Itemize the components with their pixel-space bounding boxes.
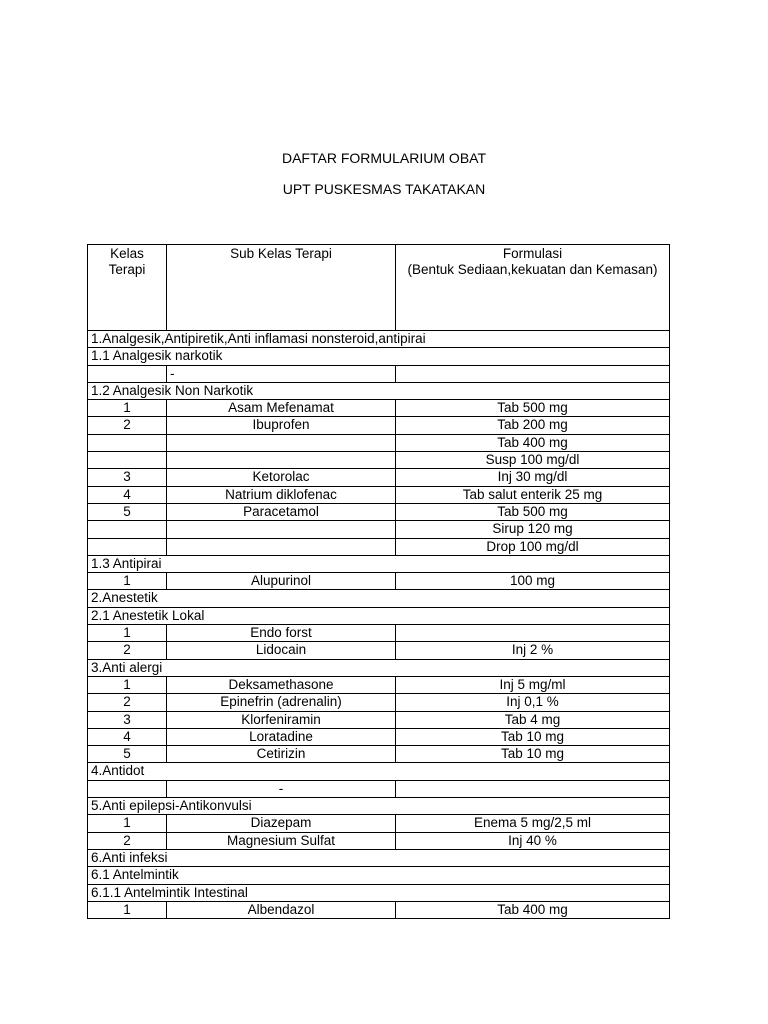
section-label: 6.1.1 Antelmintik Intestinal [88,884,670,901]
row-formulasi: Inj 40 % [396,832,670,849]
row-number [88,521,167,538]
section-row [88,331,670,348]
section-label: 1.2 Analgesik Non Narkotik [88,382,670,399]
row-formulasi: Drop 100 mg/dl [396,538,670,555]
row-sub-kelas: Magnesium Sulfat [167,832,396,849]
section-label: 1.1 Analgesik narkotik [88,348,670,365]
row-sub-kelas: Paracetamol [167,503,396,520]
table-row [88,746,670,763]
table-row [88,434,670,451]
section-row [88,884,670,901]
row-number: 5 [88,503,167,520]
row-formulasi [396,780,670,797]
row-number: 2 [88,417,167,434]
section-row [88,659,670,676]
row-sub-kelas [167,434,396,451]
row-sub-kelas: Alupurinol [167,573,396,590]
document-subtitle: UPT PUSKESMAS TAKATAKAN [282,181,486,197]
row-number [88,538,167,555]
table-row [88,452,670,469]
row-number: 1 [88,625,167,642]
row-formulasi: Sirup 120 mg [396,521,670,538]
table-row [88,832,670,849]
row-sub-kelas: Epinefrin (adrenalin) [167,694,396,711]
row-number [88,365,167,382]
table-row [88,815,670,832]
row-number: 1 [88,573,167,590]
row-formulasi [396,365,670,382]
section-row [88,590,670,607]
table-row [88,694,670,711]
section-label: 1.Analgesik,Antipiretik,Anti inflamasi nonsteroid,antipirai [88,331,670,348]
row-formulasi: Inj 0,1 % [396,694,670,711]
table-row [88,625,670,642]
table-row [88,469,670,486]
section-label: 6.1 Antelmintik [88,867,670,884]
table-row [88,642,670,659]
row-number: 4 [88,728,167,745]
row-number: 3 [88,469,167,486]
row-sub-kelas: Endo forst [167,625,396,642]
row-number [88,434,167,451]
section-label: 5.Anti epilepsi-Antikonvulsi [88,798,670,815]
row-sub-kelas: Asam Mefenamat [167,400,396,417]
row-number: 1 [88,901,167,918]
row-sub-kelas: Ketorolac [167,469,396,486]
table-header-row [88,245,670,331]
section-label: 3.Anti alergi [88,659,670,676]
table-row [88,365,670,382]
table-row [88,676,670,693]
table-row [88,711,670,728]
row-sub-kelas: Albendazol [167,901,396,918]
row-sub-kelas: - [167,780,396,797]
row-number: 1 [88,676,167,693]
row-formulasi: Tab 4 mg [396,711,670,728]
table-row [88,728,670,745]
row-number: 2 [88,832,167,849]
row-number [88,780,167,797]
row-formulasi: Inj 2 % [396,642,670,659]
section-label: 4.Antidot [88,763,670,780]
row-formulasi: Tab 10 mg [396,728,670,745]
section-label: 1.3 Antipirai [88,555,670,572]
header-sub-kelas-terapi: Sub Kelas Terapi [167,245,396,331]
table-row [88,573,670,590]
header-kelas-label: Kelas Terapi [108,246,146,277]
row-sub-kelas: Diazepam [167,815,396,832]
table-row [88,400,670,417]
row-formulasi: Tab 10 mg [396,746,670,763]
section-label: 2.1 Anestetik Lokal [88,607,670,624]
row-formulasi: 100 mg [396,573,670,590]
formulary-table-body [88,245,670,919]
row-formulasi: Inj 30 mg/dl [396,469,670,486]
row-sub-kelas: Cetirizin [167,746,396,763]
row-sub-kelas [167,452,396,469]
row-sub-kelas: Natrium diklofenac [167,486,396,503]
row-number [88,452,167,469]
row-sub-kelas: Ibuprofen [167,417,396,434]
section-label: 6.Anti infeksi [88,849,670,866]
table-row [88,486,670,503]
row-number: 1 [88,400,167,417]
row-number: 1 [88,815,167,832]
row-number: 4 [88,486,167,503]
section-row [88,798,670,815]
row-formulasi [396,625,670,642]
document-title: DAFTAR FORMULARIUM OBAT [281,150,487,166]
table-row [88,503,670,520]
row-number: 2 [88,642,167,659]
section-row [88,555,670,572]
row-formulasi: Tab 500 mg [396,503,670,520]
row-sub-kelas: Klorfeniramin [167,711,396,728]
row-formulasi: Inj 5 mg/ml [396,676,670,693]
header-formulasi-label: Formulasi (Bentuk Sediaan,kekuatan dan Kemasan) [407,246,658,277]
table-row [88,901,670,918]
row-sub-kelas: Deksamethasone [167,676,396,693]
section-row [88,849,670,866]
section-row [88,348,670,365]
table-row [88,417,670,434]
row-formulasi: Tab 500 mg [396,400,670,417]
row-sub-kelas [167,538,396,555]
section-row [88,382,670,399]
section-row [88,607,670,624]
table-row [88,780,670,797]
row-formulasi: Tab salut enterik 25 mg [396,486,670,503]
row-formulasi: Tab 200 mg [396,417,670,434]
row-formulasi: Tab 400 mg [396,901,670,918]
row-number: 5 [88,746,167,763]
row-sub-kelas: - [167,365,396,382]
row-formulasi: Enema 5 mg/2,5 ml [396,815,670,832]
row-sub-kelas: Loratadine [167,728,396,745]
table-row [88,521,670,538]
row-number: 3 [88,711,167,728]
header-kelas-terapi [88,245,167,331]
section-row [88,867,670,884]
row-formulasi: Tab 400 mg [396,434,670,451]
table-row [88,538,670,555]
section-row [88,763,670,780]
header-formulasi [396,245,670,331]
row-sub-kelas [167,521,396,538]
row-sub-kelas: Lidocain [167,642,396,659]
row-number: 2 [88,694,167,711]
section-label: 2.Anestetik [88,590,670,607]
row-formulasi: Susp 100 mg/dl [396,452,670,469]
formulary-table [87,244,670,919]
